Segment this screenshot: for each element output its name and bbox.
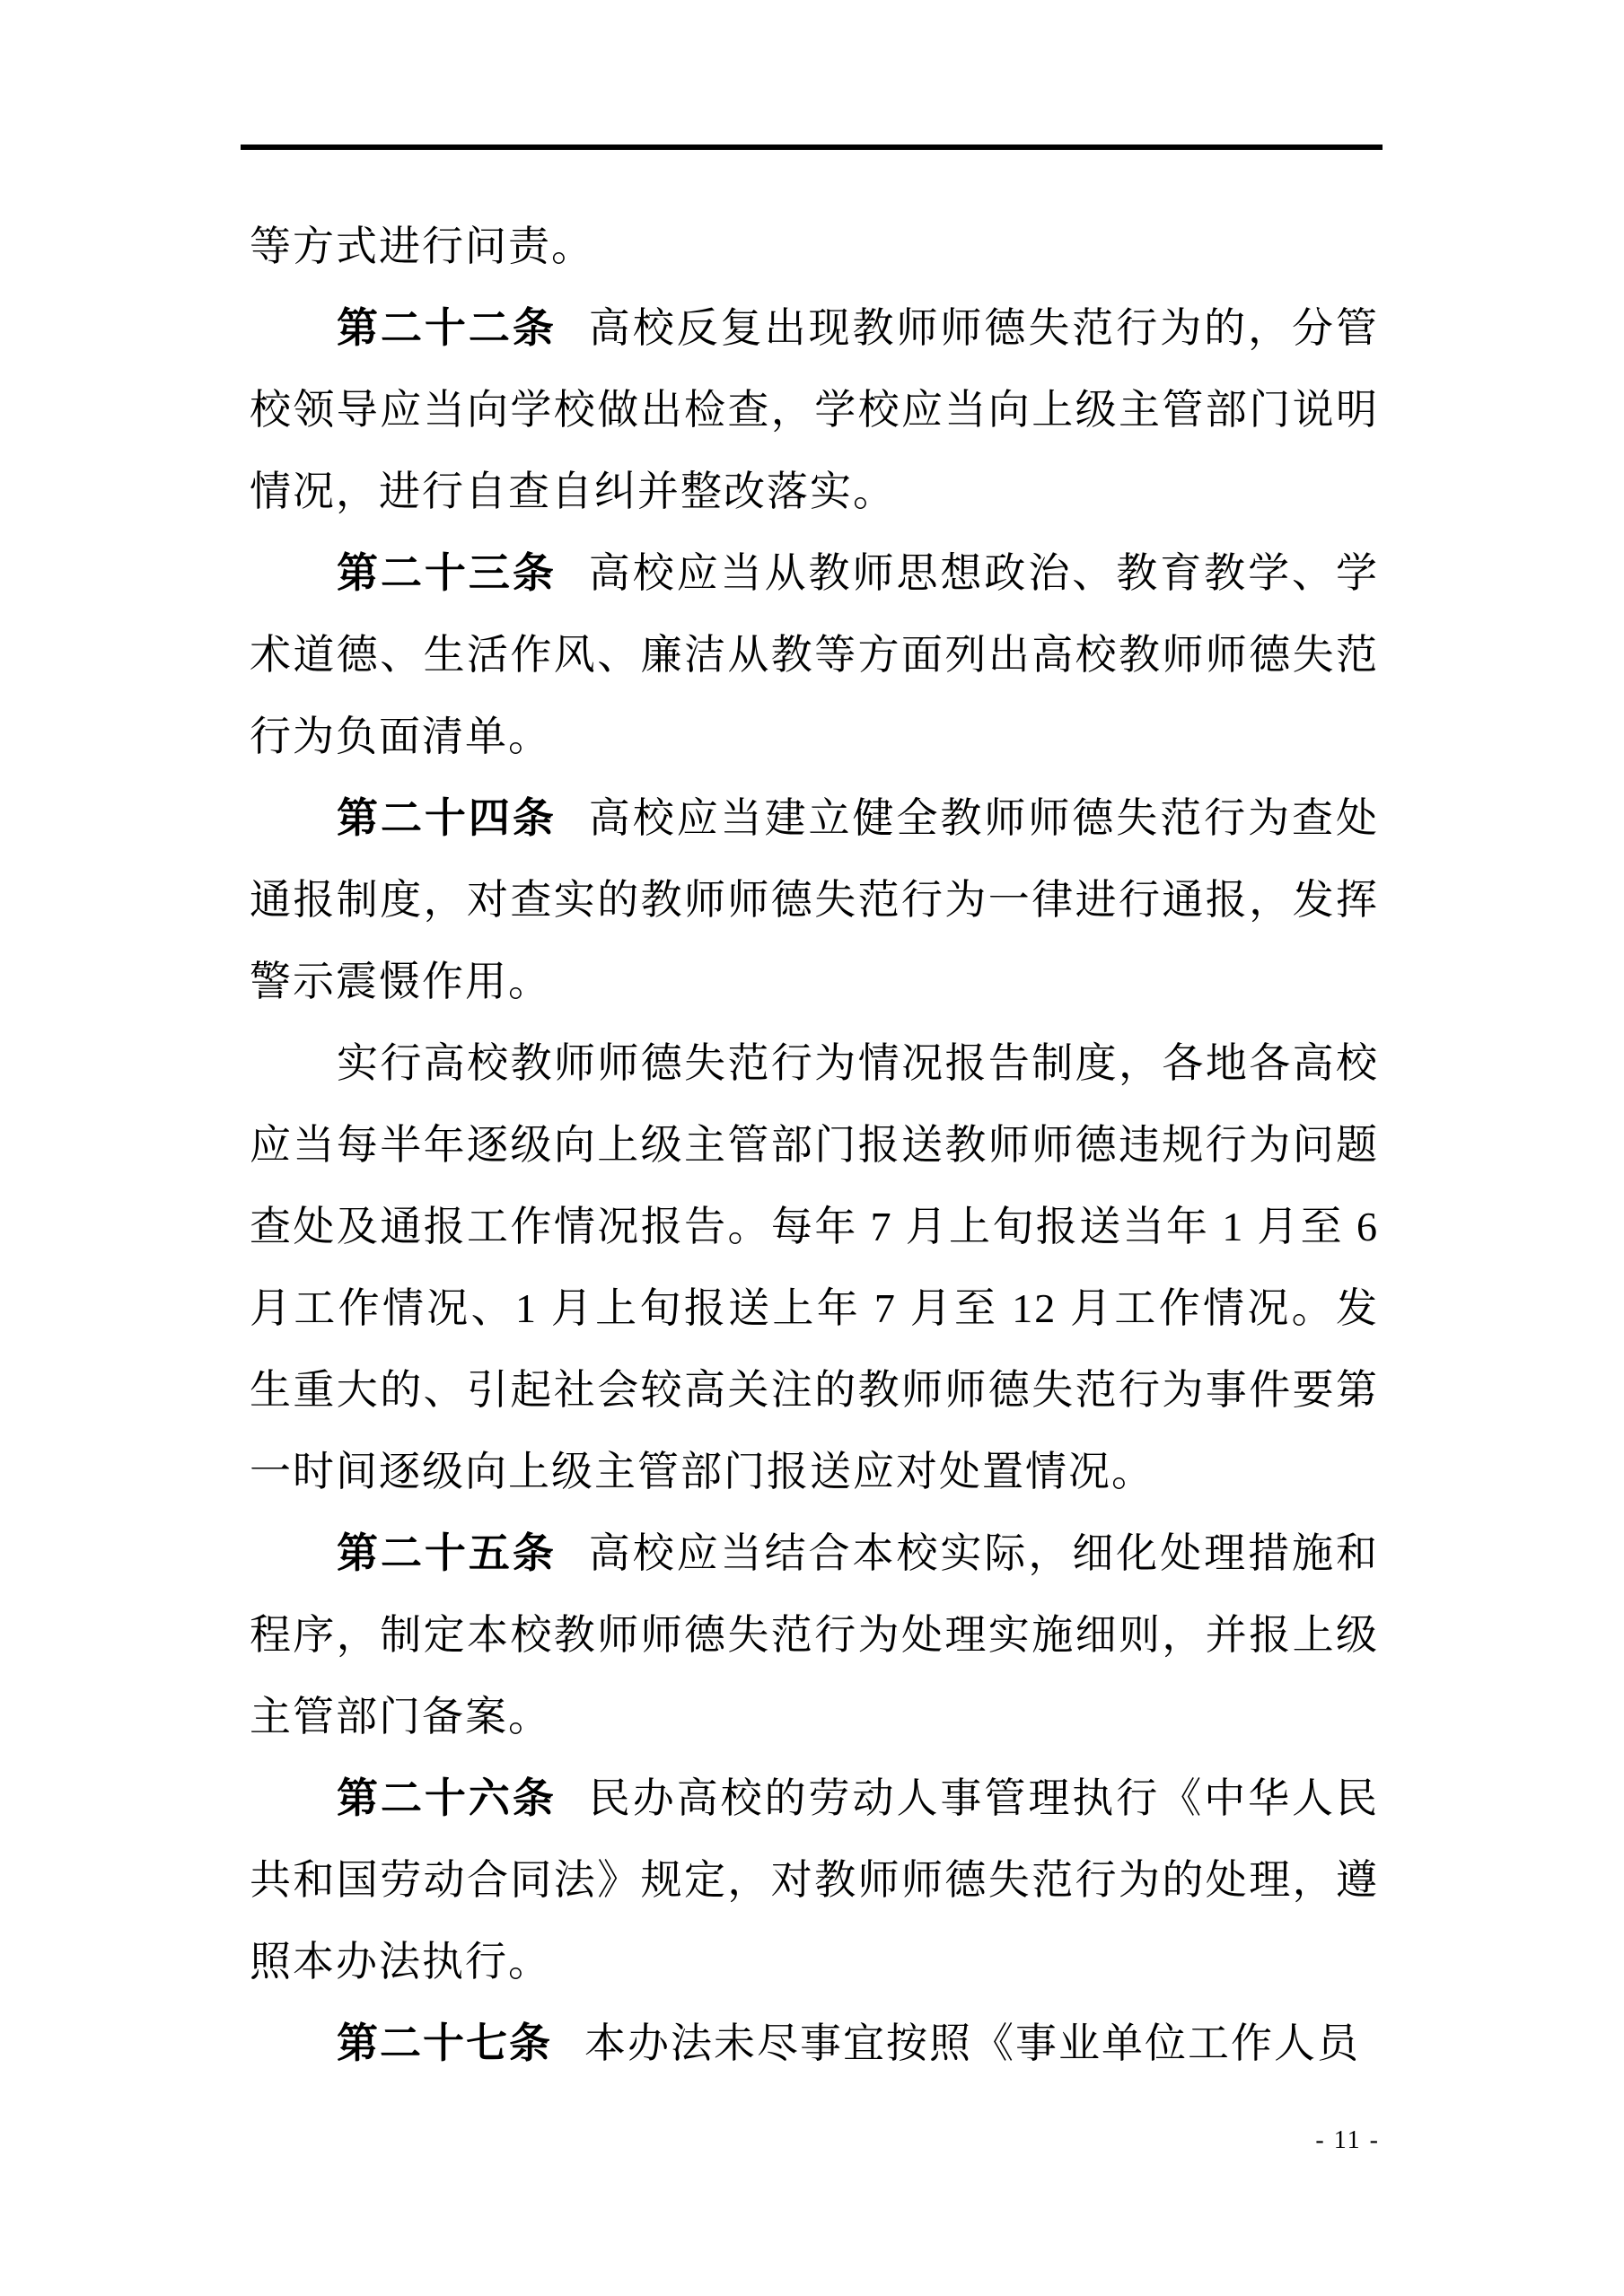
header-rule bbox=[241, 145, 1383, 150]
paragraph-text: 实行高校教师师德失范行为情况报告制度，各地各高校应当每半年逐级向上级主管部门报送教师师德违规行为问题查处及通报工作情况报告。每年 7 月上旬报送当年 1 月至 6 月工作情况、1 月上旬报送上年 7 月至 12 月工作情况。发生重大的、引起社会较高关注的教师师德失范行为事件要第一时间逐级向上级主管部门报送应对处置情况。 bbox=[250, 1040, 1379, 1494]
paragraph-text: 高校应当结合本校实际，细化处理措施和程序，制定本校教师师德失范行为处理实施细则，并报上级主管部门备案。 bbox=[250, 1530, 1380, 1740]
paragraph-article-25 bbox=[250, 1512, 1379, 1757]
article-number: 第二十三条 bbox=[337, 550, 557, 596]
paragraph-text: 民办高校的劳动人事管理执行《中华人民共和国劳动合同法》规定，对教师师德失范行为的处理，遵照本办法执行。 bbox=[250, 1775, 1380, 1985]
paragraph-continuation bbox=[250, 206, 1379, 287]
paragraph-report-system bbox=[250, 1022, 1379, 1512]
paragraph-article-26 bbox=[250, 1757, 1379, 2002]
article-number: 第二十七条 bbox=[337, 2020, 552, 2066]
paragraph-text: 高校应当建立健全教师师德失范行为查处通报制度，对查实的教师师德失范行为一律进行通报，发挥警示震慑作用。 bbox=[250, 795, 1380, 1004]
document-body bbox=[250, 206, 1379, 2084]
paragraph-article-24 bbox=[250, 777, 1379, 1022]
article-number: 第二十五条 bbox=[337, 1530, 557, 1576]
paragraph-article-27 bbox=[250, 2002, 1379, 2084]
paragraph-text: 高校反复出现教师师德失范行为的，分管校领导应当向学校做出检查，学校应当向上级主管部门说明情况，进行自查自纠并整改落实。 bbox=[250, 305, 1380, 514]
paragraph-article-23 bbox=[250, 532, 1379, 777]
article-number: 第二十四条 bbox=[337, 795, 557, 841]
paragraph-text: 高校应当从教师思想政治、教育教学、学术道德、生活作风、廉洁从教等方面列出高校教师师德失范行为负面清单。 bbox=[250, 550, 1380, 759]
paragraph-article-22 bbox=[250, 287, 1379, 532]
article-number: 第二十二条 bbox=[337, 305, 557, 351]
article-number: 第二十六条 bbox=[337, 1775, 557, 1821]
paragraph-text: 等方式进行问责。 bbox=[250, 223, 594, 269]
paragraph-text: 本办法未尽事宜按照《事业单位工作人员 bbox=[584, 2020, 1360, 2066]
page-number: - 11 - bbox=[1315, 2126, 1380, 2154]
